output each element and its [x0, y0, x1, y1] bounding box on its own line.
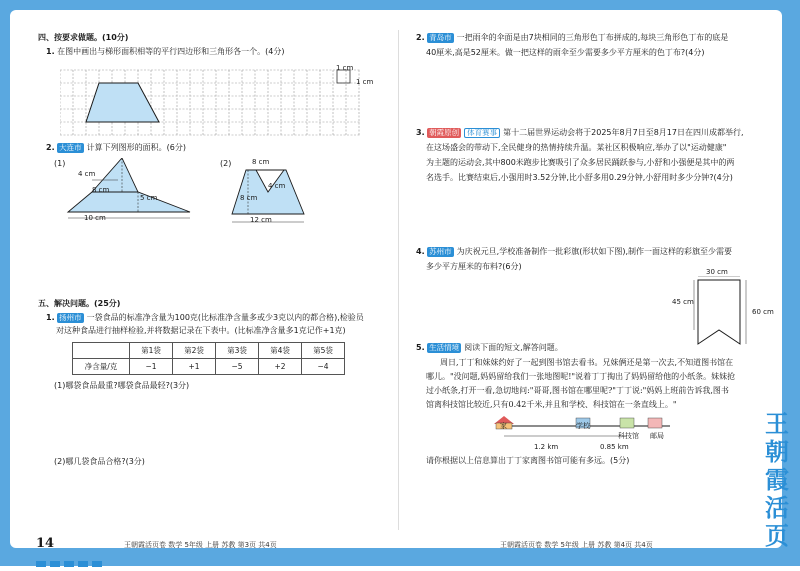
region-tag: 大连市	[59, 143, 82, 152]
left-footer: 王朝霞活页卷 数学 5年级 上册 苏教 第3页 共4页	[124, 541, 277, 549]
question-r2	[416, 32, 728, 44]
map-distance: 0.85 km	[600, 443, 629, 451]
table-header-cell: 第1袋	[130, 343, 173, 359]
science-museum-icon	[620, 418, 634, 428]
unit-label-horizontal: 1 cm	[336, 64, 354, 72]
map-label-post-office: 邮局	[650, 432, 664, 440]
section-5-title: 五、解决问题。(25分)	[38, 299, 121, 308]
table-header-cell: 第3袋	[216, 343, 259, 359]
region-tag: 青岛市	[429, 33, 452, 42]
table-header-cell: 第2袋	[173, 343, 216, 359]
page-number: 14	[36, 536, 55, 551]
story-text: 馆离科技馆比较近,只有0.42千米,并且和学校、科技馆在一条直线上。"	[426, 400, 677, 409]
question-1	[46, 46, 285, 58]
table-cell: −1	[130, 359, 173, 375]
flag-dim-right: 60 cm	[752, 308, 774, 316]
flag-dim-width: 30 cm	[706, 268, 728, 276]
question-text: 一把雨伞的伞面是由7块相同的三角形色丁布拼成的,每块三角形色丁布的底是	[456, 33, 729, 42]
story-text: 周日,丁丁和妹妹约好了一起到图书馆去看书。兄妹俩还是第一次去,不知道图书馆在	[440, 358, 734, 367]
story-text: 过小纸条,打开一看,急切地问:"哥哥,图书馆在哪里呢?"丁丁说:"妈妈上班前告诉我,图书	[426, 386, 729, 395]
question-text: 一袋食品的标准净含量为100克(比标准净含量多或少3克以内的都合格),检验员	[86, 313, 364, 322]
map-distance: 1.2 km	[534, 443, 559, 451]
region-tag: 苏州市	[429, 247, 452, 256]
table-cell: −4	[302, 359, 345, 375]
story-text: 哪儿。"没问题,妈妈留给我们一张地图呢!"说着丁丁掏出了妈妈留给他的小纸条。妹妹抢	[426, 372, 736, 381]
table-header-cell: 第4袋	[259, 343, 302, 359]
table-cell: −5	[216, 359, 259, 375]
topic-tag: 体育赛事	[464, 128, 500, 138]
sub-question-2: (2)哪几袋食品合格?(3分)	[54, 457, 145, 466]
table-header-cell: 第5袋	[302, 343, 345, 359]
figure-1-dim: 4 cm	[78, 170, 96, 178]
question-number: 3.	[416, 128, 425, 137]
question-r5	[416, 342, 563, 354]
trapezoid-part	[68, 192, 190, 212]
question-text: 在图中画出与梯形面积相等的平行四边形和三角形各一个。(4分)	[57, 47, 285, 56]
question-number: 1.	[46, 47, 55, 56]
question-text: 为庆祝元旦,学校准备制作一批彩旗(形状如下图),制作一面这样的彩旗至少需要	[456, 247, 732, 256]
question-text-continued: 名选手。比赛结束后,小强用时3.52分钟,比小舒多用0.29分钟,小舒用时多少分钟?(4分)	[426, 173, 733, 182]
figure-1-dim: 5 cm	[140, 194, 158, 202]
question-number: 4.	[416, 247, 425, 256]
weight-table	[72, 342, 345, 375]
flag-figure	[690, 276, 750, 356]
question-number: 1.	[46, 313, 55, 322]
section-4-title: 四、按要求做题。(10分)	[38, 33, 129, 42]
question-r5-ask: 请你根据以上信息算出丁丁家离图书馆可能有多远。(5分)	[426, 456, 630, 465]
table-row	[73, 359, 345, 375]
figure-2-dim: 12 cm	[250, 216, 272, 224]
table-header-cell	[73, 343, 130, 359]
question-text-continued: 在这场盛会的带动下,全民健身的热情持续升温。某社区积极响应,举办了以"运动健康"	[426, 143, 727, 152]
figure-2-dim: 8 cm	[240, 194, 258, 202]
table-row	[73, 343, 345, 359]
question-number: 2.	[416, 33, 425, 42]
decorative-stripes	[36, 552, 106, 571]
unit-label-vertical: 1 cm	[356, 78, 374, 86]
map-label-school: 学校	[576, 422, 590, 430]
figure-1-label: (1)	[54, 159, 66, 168]
question-number: 2.	[46, 143, 55, 152]
map-label-home: 家	[500, 422, 507, 430]
right-footer: 王朝霞活页卷 数学 5年级 上册 苏教 第4页 共4页	[500, 541, 653, 549]
question-text-continued: 40厘米,高是52厘米。做一把这样的雨伞至少需要多少平方厘米的色丁布?(4分)	[426, 48, 705, 57]
question-text-continued: 为主题的运动会,其中800米跑步比赛吸引了众多居民踊跃参与,小舒和小强便是其中的两	[426, 158, 735, 167]
figure-1-dim: 8 cm	[92, 186, 110, 194]
context-tag: 生活情境	[429, 343, 460, 352]
original-tag: 朝霞原创	[429, 128, 460, 137]
grid-figure	[60, 60, 372, 136]
table-cell: +2	[259, 359, 302, 375]
flag-dim-left: 45 cm	[672, 298, 694, 306]
question-2	[46, 142, 186, 154]
brand-logo: 王朝霞活页	[765, 409, 789, 550]
question-r3	[416, 127, 744, 139]
table-cell: 净含量/克	[73, 359, 130, 375]
flag-shape	[698, 280, 740, 344]
question-5-1	[46, 312, 364, 324]
question-text-continued: 对这种食品进行抽样检验,并将数据记录在下表中。(比标准净含量多1克记作+1克)	[56, 326, 346, 335]
map-label-science-museum: 科技馆	[618, 432, 639, 440]
figure-1-dim: 10 cm	[84, 214, 106, 222]
table-cell: +1	[173, 359, 216, 375]
figure-2-dim: 4 cm	[268, 182, 286, 190]
sub-question-1: (1)哪袋食品最重?哪袋食品最轻?(3分)	[54, 381, 190, 390]
region-tag: 扬州市	[59, 313, 82, 322]
question-text: 阅读下面的短文,解答问题。	[464, 343, 563, 352]
page-divider	[398, 30, 399, 530]
question-text: 第十二届世界运动会将于2025年8月7日至8月17日在四川成都举行,	[503, 128, 744, 137]
post-office-icon	[648, 418, 662, 428]
question-text-continued: 多少平方厘米的布料?(6分)	[426, 262, 522, 271]
question-text: 计算下列图形的面积。(6分)	[86, 143, 186, 152]
question-r4	[416, 246, 732, 258]
trapezoid-shape	[86, 83, 159, 122]
figure-2-label: (2)	[220, 159, 232, 168]
figure-2-dim: 8 cm	[252, 158, 270, 166]
question-number: 5.	[416, 343, 425, 352]
